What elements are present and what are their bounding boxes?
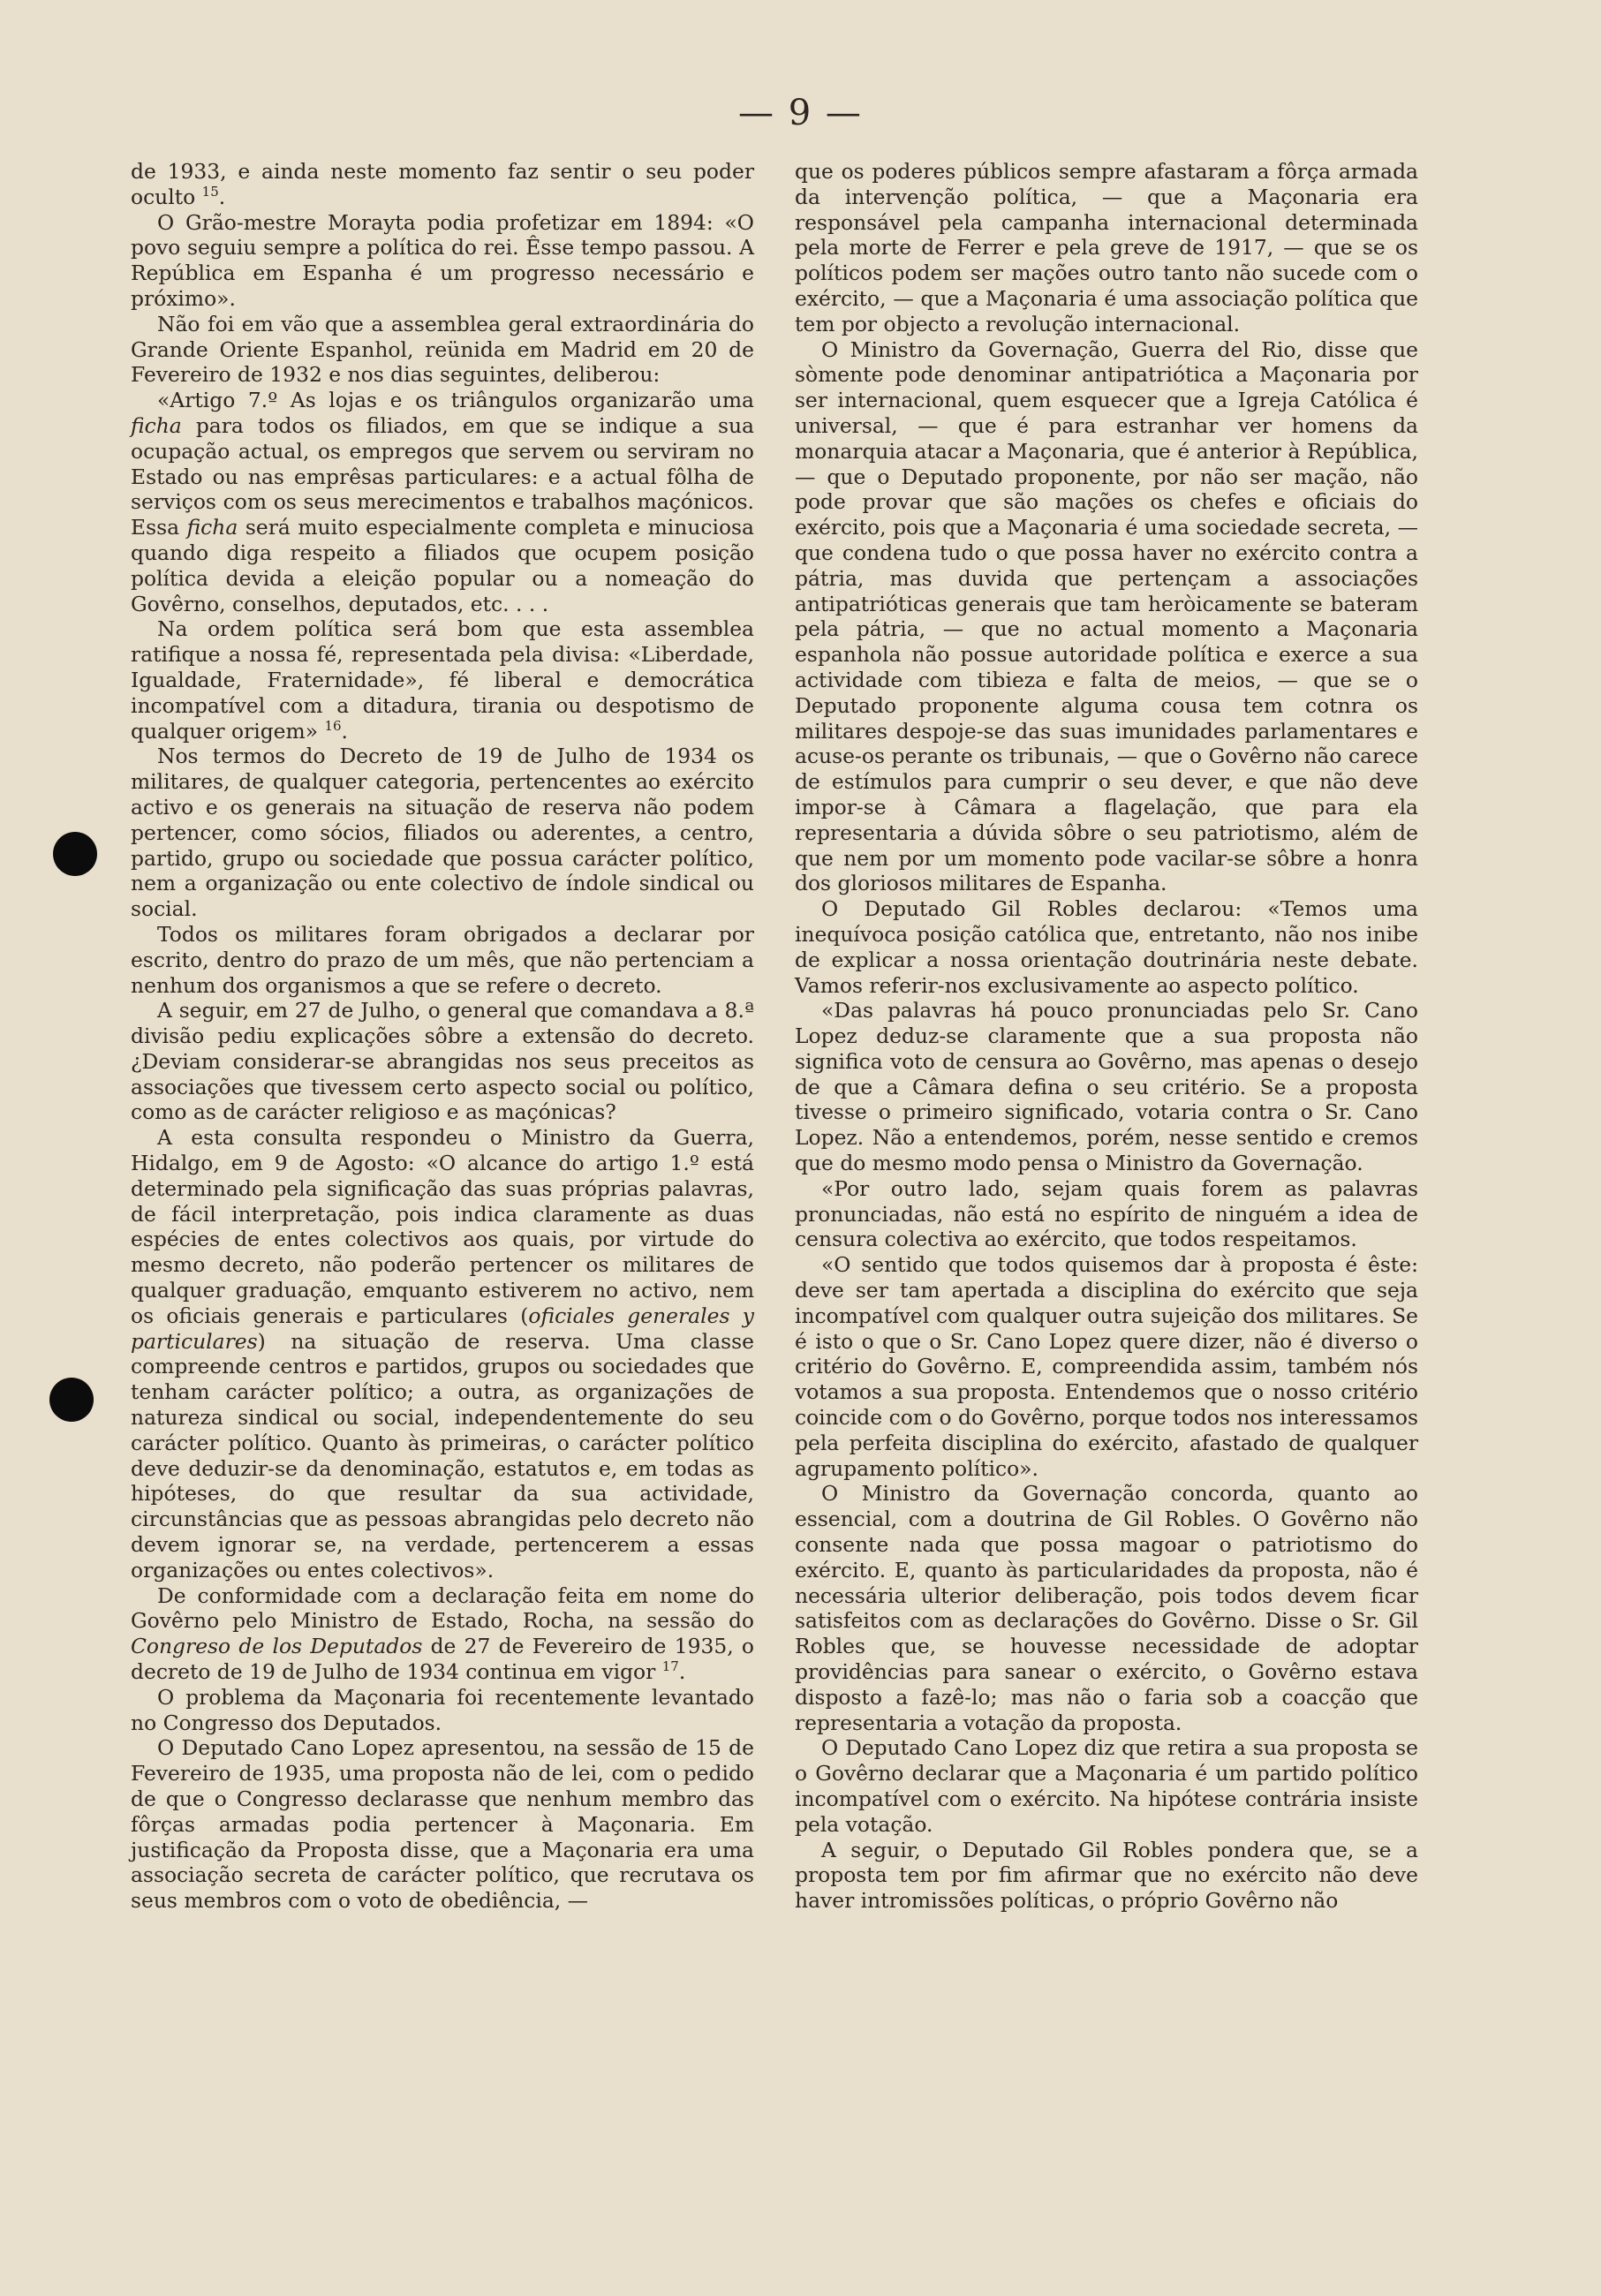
paragraph: O Ministro da Governação concorda, quanto ao essencial, com a doutrina de Gil Robles. O Govêrno não consente nada que possa magoar o patriotismo do exército. E, quanto às particularidades da proposta, não é necessária ulterior deliberação, pois todos devem ficar satisfeitos com as declarações do Govêrno. Disse o Sr. Gil Robles que, se houvesse necessidade de adoptar providências para sanear o exército, o Govêrno estava disposto a fazê-lo; mas não o faria sob a coacção que representaria a votação da proposta. — [795, 1481, 1418, 1735]
paragraph: A esta consulta respondeu o Ministro da Guerra, Hidalgo, em 9 de Agosto: «O alcance do artigo 1.º está determinado pela significação das suas próprias palavras, de fácil interpretação, pois indica claramente as duas espécies de entes colectivos aos quais, por virtude do mesmo decreto, não poderão pertencer os militares de qualquer graduação, emquanto estiverem no activo, nem os oficiais generais e particulares (oficiales generales y particulares) na situação de reserva. Uma classe compreende centros e partidos, grupos ou sociedades que tenham carácter político; a outra, as organizações de natureza sindical ou social, independentemente do seu carácter político. Quanto às primeiras, o carácter político deve deduzir-se da denominação, estatutos e, em todas as hipóteses, do que resultar da sua actividade, circunstâncias que as pessoas abrangidas pelo decreto não devem ignorar se, na verdade, pertencerem a essas organizações ou entes colectivos». — [131, 1125, 754, 1582]
paragraph: Todos os militares foram obrigados a declarar por escrito, dentro do prazo de um mês, que não pertenciam a nenhum dos organismos a que se refere o decreto. — [131, 921, 754, 998]
paragraph: De conformidade com a declaração feita em nome do Govêrno pelo Ministro de Estado, Rocha, na sessão do Congreso de los Deputados de 27 de Fevereiro de 1935, o decreto de 19 de Julho de 1934 continua em vigor $^{17}$. — [131, 1582, 755, 1685]
paragraph: Nos termos do Decreto de 19 de Julho de 1934 os militares, de qualquer categoria, pertencentes ao exército activo e os generais na situação de reserva não podem pertencer, como sócios, filiados ou aderentes, a centro, partido, grupo ou sociedade que possua carácter político, nem a organização ou ente colectivo de índole sindical ou social. — [131, 744, 754, 922]
paragraph: O Deputado Gil Robles declarou: «Temos uma inequívoca posição católica que, entretanto, não nos inibe de explicar a nossa orientação doutrinária neste debate. Vamos referir-nos exclusivamente ao aspecto político. — [795, 896, 1418, 998]
paragraph: «Das palavras há pouco pronunciadas pelo Sr. Cano Lopez deduz-se claramente que a sua proposta não significa voto de censura ao Govêrno, mas apenas o desejo de que a Câmara defina o seu critério. Se a proposta tivesse o primeiro significado, votaria contra o Sr. Cano Lopez. Não a entendemos, porém, nesse sentido e cremos que do mesmo modo pensa o Ministro da Governação. — [795, 998, 1418, 1176]
left-column — [131, 159, 754, 1914]
paragraph: que os poderes públicos sempre afastaram a fôrça armada da intervenção política, — que a Maçonaria era responsável pela campanha internacional determinada pela morte de Ferrer e pela greve de 1917, — que se os políticos podem ser mações outro tanto não sucede com o exército, — que a Maçonaria é uma associação política que tem por objecto a revolução internacional. — [795, 159, 1418, 336]
footnote-ref: 15 — [201, 184, 219, 200]
paragraph: O Ministro da Governação, Guerra del Rio, disse que sòmente pode denominar antipatriótica a Maçonaria por ser internacional, quem esquecer que a Igreja Católica é universal, — que é para estranhar ver homens da monarquia atacar a Maçonaria, que é anterior à República, — que o Deputado proponente, por não ser mação, não pode provar que são mações os chefes e oficiais do exército, pois que a Maçonaria é uma sociedade secreta, — que condena tudo o que possa haver no exército contra a pátria, mas duvida que pertençam a associações antipatrióticas generais que tam heròicamente se bateram pela pátria, — que no actual momento a Maçonaria espanhola não possue autoridade política e exerce a sua actividade com tibieza e falta de meios, — que se o Deputado proponente alguma cousa tem cotnra os militares despoje-se das suas imunidades parlamentares e acuse-os perante os tribunais, — que o Govêrno não carece de estímulos para cumprir o seu dever, e que não deve impor-se à Câmara a flagelação, que para ela representaria a dúvida sôbre o seu patriotismo, além de que nem por um momento pode vacilar-se sôbre a honra dos gloriosos militares de Espanha. — [795, 336, 1418, 896]
paragraph: O Grão-mestre Morayta podia profetizar em 1894: «O povo seguiu sempre a política do rei. Êsse tempo passou. A República em Espanha é um progresso necessário e próximo». — [131, 209, 754, 311]
paragraph: Não foi em vão que a assemblea geral extraordinária do Grande Oriente Espanhol, reünida em Madrid em 20 de Fevereiro de 1932 e nos dias seguintes, deliberou: — [131, 311, 754, 388]
footnote-ref: 17 — [661, 1658, 679, 1675]
paragraph: «Artigo 7.º As lojas e os triângulos organizarão uma ficha para todos os filiados, em que se indique a sua ocupação actual, os empregos que servem ou serviram no Estado ou nas emprêsas particulares: e a actual fôlha de serviços com os seus merecimentos e trabalhos maçónicos. Essa ficha será muito especialmente completa e minuciosa quando diga respeito a filiados que ocupem posição política devida a eleição popular ou a nomeação do Govêrno, conselhos, deputados, etc. . . . — [131, 388, 754, 616]
paragraph: A seguir, em 27 de Julho, o general que comandava a 8.ª divisão pediu explicações sôbre a extensão do decreto. ¿Deviam considerar-se abrangidas nos seus preceitos as associações que tivessem certo aspecto social ou político, como as de carácter religioso e as maçónicas? — [131, 998, 754, 1125]
paragraph: «Por outro lado, sejam quais forem as palavras pronunciadas, não está no espírito de ninguém a idea de censura colectiva ao exército, que todos respeitamos. — [795, 1175, 1418, 1252]
footnote-ref: 16 — [324, 717, 342, 734]
paragraph: O problema da Maçonaria foi recentemente levantado no Congresso dos Deputados. — [131, 1684, 754, 1735]
paragraph: O Deputado Cano Lopez diz que retira a sua proposta se o Govêrno declarar que a Maçonaria é um partido político incompatível com o exército. Na hipótese contrária insiste pela votação. — [795, 1735, 1418, 1837]
page-number: — 9 — — [738, 93, 863, 133]
paragraph: O Deputado Cano Lopez apresentou, na sessão de 15 de Fevereiro de 1935, uma proposta não de lei, com o pedido de que o Congresso declarasse que nenhum membro das fôrças armadas podia pertencer à Maçonaria. Em justificação da Proposta disse, que a Maçonaria era uma associação secreta de carácter político, que recrutava os seus membros com o voto de obediência, — — [131, 1735, 754, 1914]
binder-hole-bottom — [49, 1378, 94, 1422]
paragraph: Na ordem política será bom que esta assemblea ratifique a nossa fé, representada pela divisa: «Liberdade, Igualdade, Fraternidade», fé liberal e democrática incompatível com a ditadura, tirania ou despotismo de qualquer origem» $^{16}$. — [131, 616, 754, 744]
binder-hole-top — [53, 832, 97, 876]
right-column — [795, 159, 1418, 1914]
paragraph: «O sentido que todos quisemos dar à proposta é êste: deve ser tam apertada a disciplina do exército que seja incompatível com qualquer outra sujeição dos militares. Se é isto o que o Sr. Cano Lopez quere dizer, não é diverso o critério do Govêrno. E, compreendida assim, também nós votamos a sua proposta. Entendemos que o nosso critério coincide com o do Govêrno, porque todos nos interessamos pela perfeita disciplina do exército, afastado de qualquer agrupamento político». — [795, 1252, 1418, 1481]
paragraph: de 1933, e ainda neste momento faz sentir o seu poder oculto $^{15}$. — [131, 159, 754, 209]
paragraph: A seguir, o Deputado Gil Robles pondera que, se a proposta tem por fim afirmar que no exército não deve haver intromissões políticas, o próprio Govêrno não — [795, 1837, 1418, 1914]
